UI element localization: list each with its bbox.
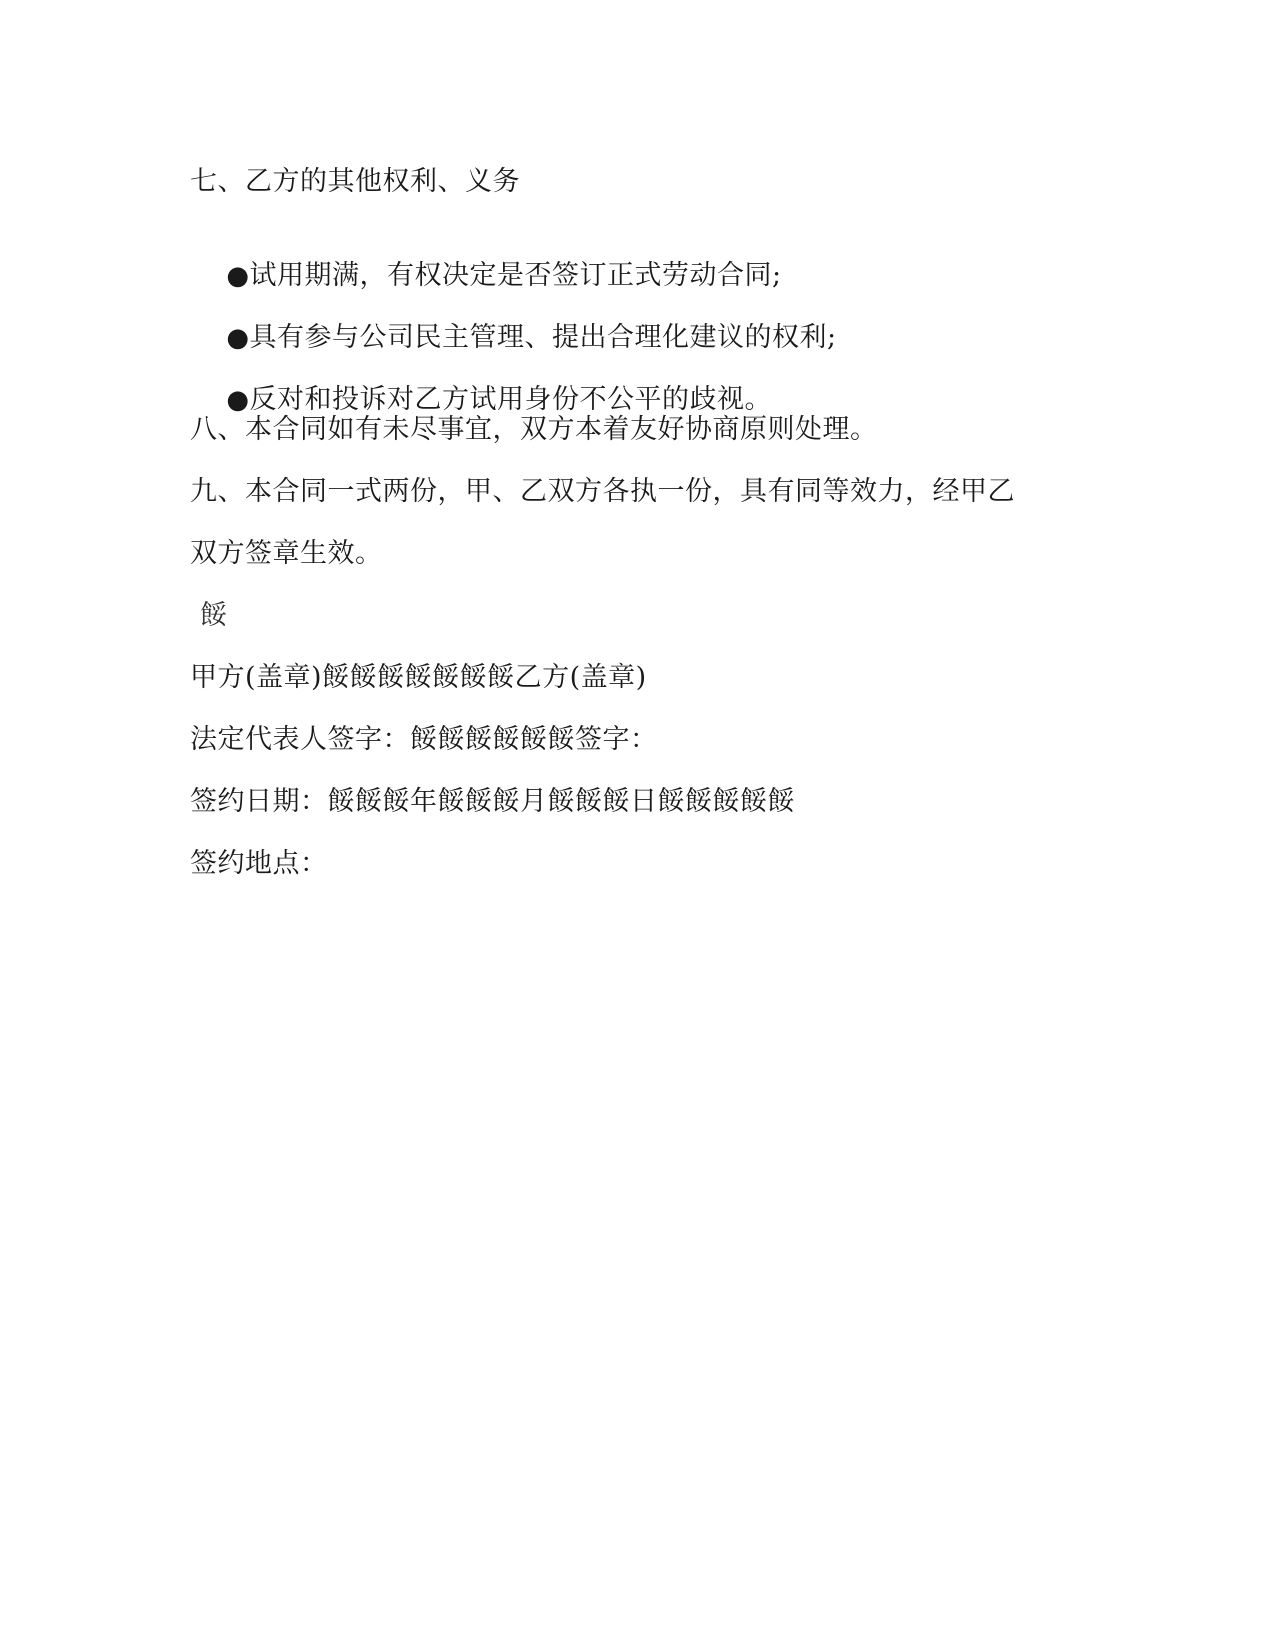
signature-party-line: 甲方(盖章)餒餒餒餒餒餒餒乙方(盖章): [190, 662, 647, 693]
section-9-line-1: 九、本合同一式两份，甲、乙双方各执一份，具有同等效力，经甲乙: [190, 476, 1015, 507]
section-7-heading: 七、乙方的其他权利、义务: [190, 166, 520, 197]
bullet-text: 反对和投诉对乙方试用身份不公平的歧视。: [249, 384, 773, 415]
bullet-icon: ●: [226, 385, 250, 415]
bullet-icon: ●: [226, 323, 250, 353]
signature-representative-line: 法定代表人签字：餒餒餒餒餒餒签字：: [190, 724, 658, 755]
section-8-text: 八、本合同如有未尽事宜，双方本着友好协商原则处理。: [190, 414, 878, 445]
signature-place-line: 签约地点：: [190, 848, 328, 879]
bullet-text: 具有参与公司民主管理、提出合理化建议的权利;: [249, 322, 837, 353]
stray-character: 餒: [200, 600, 228, 631]
signature-date-line: 签约日期：餒餒餒年餒餒餒月餒餒餒日餒餒餒餒餒: [190, 786, 795, 817]
bullet-text: 试用期满，有权决定是否签订正式劳动合同;: [249, 260, 782, 291]
bullet-icon: ●: [226, 261, 250, 291]
section-9-line-2: 双方签章生效。: [190, 538, 383, 569]
